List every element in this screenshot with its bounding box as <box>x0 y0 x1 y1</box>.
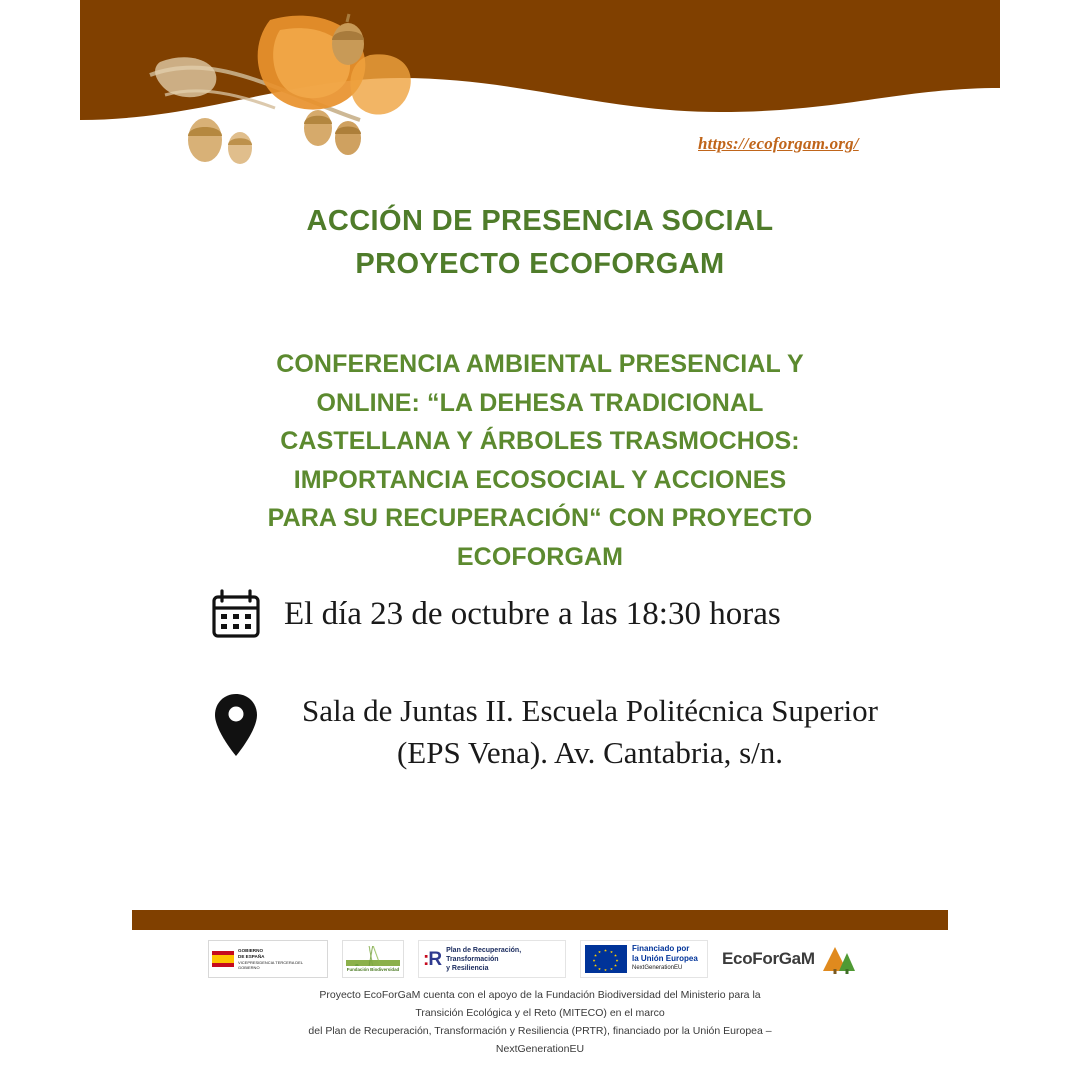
prtr-line-1: Plan de Recuperación, <box>446 946 522 954</box>
fundacion-label: Fundación Biodiversidad <box>346 967 400 972</box>
top-decorative-band <box>80 0 1000 130</box>
gobierno-line-1: GOBIERNO <box>238 948 264 953</box>
grass-icon <box>346 946 400 966</box>
ecoforgam-wordmark: EcoForGaM <box>722 949 815 968</box>
event-subtitle <box>150 345 930 577</box>
gobierno-line-3: VICEPRESIDENCIA TERCERA DEL GOBIERNO <box>238 960 303 970</box>
footer-disclaimer <box>0 986 1080 1058</box>
footer-note-line-4: NextGenerationEU <box>495 1043 585 1055</box>
ecoforgam-tree-icon <box>819 943 859 975</box>
logo-union-europea <box>580 940 708 978</box>
prtr-mark-icon: :R <box>423 948 442 970</box>
eu-line-3: NextGenerationEU <box>632 965 683 972</box>
event-location-row <box>212 690 900 774</box>
map-pin-icon <box>212 692 260 758</box>
subtitle-line-3: CASTELLANA Y ÁRBOLES TRASMOCHOS: <box>280 427 800 456</box>
subtitle-line-4: IMPORTANCIA ECOSOCIAL Y ACCIONES <box>293 465 787 494</box>
footer-brown-bar <box>132 910 948 930</box>
title-line-2: PROYECTO ECOFORGAM <box>355 248 725 280</box>
prtr-line-2: Transformación <box>446 955 499 963</box>
logo-ecoforgam <box>722 940 872 978</box>
event-date-row <box>210 588 781 640</box>
prtr-line-3: y Resiliencia <box>446 964 489 972</box>
location-line-1: Sala de Juntas II. Escuela Politécnica <box>302 693 764 728</box>
eu-line-2: la Unión Europea <box>632 953 698 963</box>
spain-flag-icon <box>212 951 234 967</box>
footer-note-line-3: del Plan de Recuperación, Transformación y Resiliencia (PRTR), financiado por la Unión Europea – <box>308 1025 772 1037</box>
eu-flag-icon <box>585 945 627 973</box>
sponsor-logo-strip <box>0 940 1080 978</box>
event-date-text: El día 23 de octubre a las 18:30 horas <box>284 595 781 632</box>
prtr-letter: R <box>428 948 442 970</box>
page-title <box>0 200 1080 286</box>
footer-note-line-1: Proyecto EcoForGaM cuenta con el apoyo de la Fundación Biodiversidad del Ministerio para la <box>319 989 761 1001</box>
subtitle-line-1: CONFERENCIA AMBIENTAL PRESENCIAL Y <box>276 350 804 378</box>
website-link[interactable]: https://ecoforgam.org/ <box>698 134 859 153</box>
calendar-icon <box>210 588 262 640</box>
subtitle-line-5: PARA SU RECUPERACIÓN“ CON PROYECTO <box>267 504 813 533</box>
gobierno-line-2: DE ESPAÑA <box>238 954 265 959</box>
brown-wave-shape <box>80 0 1000 130</box>
subtitle-line-2: ONLINE: “LA DEHESA TRADICIONAL <box>316 388 764 417</box>
title-line-1: ACCIÓN DE PRESENCIA SOCIAL <box>306 205 774 237</box>
logo-fundacion-biodiversidad <box>342 940 404 978</box>
location-line-2: Superior (EPS Vena). Av. Cantabria, s/n. <box>396 693 878 770</box>
eu-line-1: Financiado por <box>632 944 690 954</box>
subtitle-line-6: ECOFORGAM <box>456 542 624 571</box>
event-location-text <box>280 690 900 774</box>
logo-plan-recuperacion <box>418 940 566 978</box>
footer-note-line-2: Transición Ecológica y el Reto (MITECO) en el marco <box>415 1007 665 1019</box>
logo-gobierno-de-espana <box>208 940 328 978</box>
